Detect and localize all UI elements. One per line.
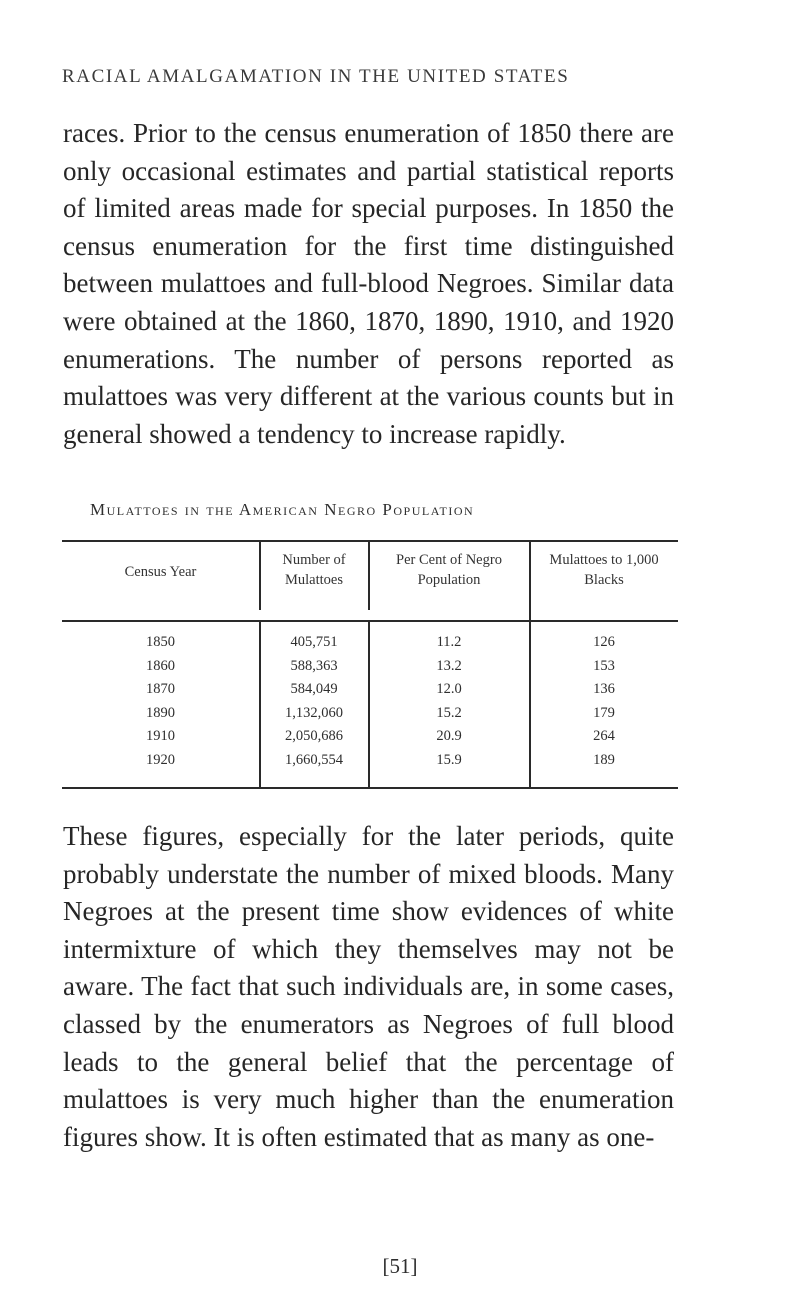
cell-year: 1850 <box>146 634 175 650</box>
cell-percent: 20.9 <box>436 728 462 745</box>
cell-percent: 11.2 <box>436 634 462 650</box>
table-top-rule <box>62 540 678 542</box>
cell-percent: 15.9 <box>436 751 462 768</box>
cell-number: 588,363 <box>290 657 338 674</box>
header-number-of-mulattoes: Number of Mulattoes <box>282 552 346 588</box>
cell-ratio: 126 <box>593 634 615 650</box>
cell-percent: 15.2 <box>436 704 462 721</box>
cell-percent: 12.0 <box>436 681 462 698</box>
paragraph-census-history: races. Prior to the census enumeration of 1850 there are only occasional estimates and partial statistical reports of limited areas made for special purposes. In 1850 the census enumeration for the first time distinguished between mulattoes and full-blood Negroes. Similar data were obtained at the 1860, 1870, 1890, 1910, and 1920 enumerations. The number of persons reported as mulattoes was very different at the various counts but in general showed a tendency to increase rapidly. <box>63 118 674 449</box>
cell-year: 1910 <box>146 728 175 745</box>
table-row <box>62 658 678 682</box>
cell-ratio: 153 <box>593 657 615 674</box>
header-per-cent-of-negro-population: Per Cent of Negro Population <box>396 552 502 588</box>
table-row <box>62 681 678 705</box>
cell-ratio: 189 <box>593 751 615 768</box>
table-title: Mulattoes in the American Negro Population <box>90 500 475 519</box>
cell-year: 1870 <box>146 681 175 698</box>
cell-year: 1890 <box>146 704 175 721</box>
mulattoes-table <box>62 540 678 792</box>
cell-ratio: 179 <box>593 704 615 721</box>
table-body <box>62 634 678 776</box>
cell-year: 1860 <box>146 657 175 674</box>
cell-number: 584,049 <box>290 681 338 698</box>
cell-ratio: 136 <box>593 681 615 698</box>
table-bottom-rule <box>62 787 678 789</box>
header-mulattoes-to-1000-blacks: Mulattoes to 1,000 Blacks <box>549 552 659 588</box>
table-row <box>62 634 678 658</box>
table-header-rule <box>62 620 678 622</box>
cell-percent: 13.2 <box>436 657 462 674</box>
table-row <box>62 728 678 752</box>
cell-ratio: 264 <box>593 728 615 745</box>
table-row <box>62 705 678 729</box>
running-head: RACIAL AMALGAMATION IN THE UNITED STATES <box>62 66 570 87</box>
page-number: [51] <box>382 1254 418 1278</box>
table-row <box>62 752 678 776</box>
cell-number: 405,751 <box>290 634 338 650</box>
cell-number: 2,050,686 <box>285 728 343 745</box>
cell-number: 1,660,554 <box>285 751 343 768</box>
cell-year: 1920 <box>146 751 175 768</box>
header-census-year: Census Year <box>124 564 197 580</box>
cell-number: 1,132,060 <box>285 704 343 721</box>
paragraph-understatement: These figures, especially for the later periods, quite probably understate the number of mixed bloods. Many Negroes at the present time show evidences of white intermixture of which they themselves may not be aware. The fact that such individuals are, in some cases, classed by the enumerators as Negroes of full blood leads to the general belief that the percentage of mulattoes is very much higher than the enumeration figures show. It is often estimated that as many as one- <box>63 821 674 1152</box>
